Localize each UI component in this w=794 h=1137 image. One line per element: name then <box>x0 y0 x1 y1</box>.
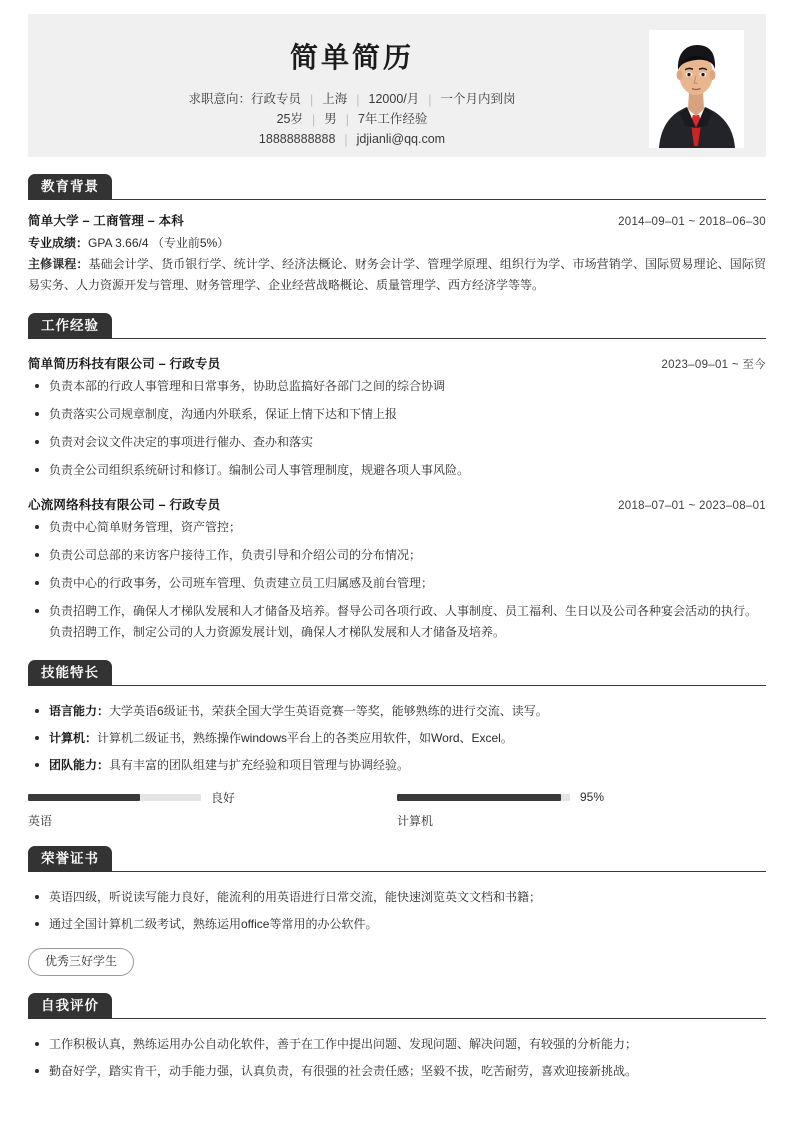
avatar <box>649 30 744 148</box>
section-tab-label: 技能特长 <box>28 660 112 686</box>
section-header-skills <box>28 660 766 686</box>
self-evaluation-list <box>28 1034 766 1082</box>
meta-row-intent <box>28 89 676 109</box>
work-date: 2018–07–01 ~ 2023–08–01 <box>618 500 766 512</box>
section-honors <box>28 846 766 976</box>
education-courses-label: 主修课程： <box>28 257 89 271</box>
progress-track <box>397 794 570 801</box>
honors-list <box>28 887 766 935</box>
section-tab-label: 自我评价 <box>28 993 112 1019</box>
section-rule <box>112 1018 766 1019</box>
progress-fill <box>28 794 140 801</box>
section-header-education <box>28 174 766 200</box>
section-tab-label: 工作经验 <box>28 313 112 339</box>
page-title: 简单简历 <box>289 42 414 73</box>
education-gpa-value: GPA 3.66/4 （专业前5%） <box>88 236 230 250</box>
section-header-honors <box>28 846 766 872</box>
skill-text: 具有丰富的团队组建与扩充经验和项目管理与协调经验。 <box>109 758 410 772</box>
list-item: 负责落实公司规章制度，沟通内外联系，保证上情下达和下情上报 <box>28 404 766 425</box>
skill-label: 计算机： <box>49 731 98 745</box>
work-company-role: 心流网络科技有限公司 – 行政专员 <box>28 498 221 512</box>
list-item: 负责中心简单财务管理，资产管控； <box>28 517 766 538</box>
meta-age: 25岁 <box>276 112 303 126</box>
job-intent-availability: 一个月内到岗 <box>440 92 516 106</box>
skills-list <box>28 701 766 776</box>
list-item: 负责对会议文件决定的事项进行催办、查办和落实 <box>28 432 766 453</box>
education-school: 简单大学 – 工商管理 – 本科 <box>28 214 184 228</box>
section-rule <box>112 871 766 872</box>
meta-email: jdjianli@qq.com <box>356 132 446 146</box>
education-date: 2014–09–01 ~ 2018–06–30 <box>618 216 766 228</box>
meta-separator: | <box>310 93 314 107</box>
list-item: 负责招聘工作，确保人才梯队发展和人才储备及培养。督导公司各项行政、人事制度、员工福利、生日以及公司各种宴会活动的执行。负责招聘工作，制定公司的人力资源发展计划，确保人才梯队发展和人才储备及培养。 <box>28 601 766 643</box>
section-rule <box>112 685 766 686</box>
skill-label: 团队能力： <box>49 758 110 772</box>
education-gpa-line <box>28 233 766 254</box>
meta-gender: 男 <box>324 112 337 126</box>
meta-row-contact <box>28 129 676 149</box>
meta-separator: | <box>356 93 360 107</box>
skill-progress-group <box>28 790 766 829</box>
job-intent-label: 求职意向： <box>188 92 251 106</box>
skill-progress-english <box>28 790 397 829</box>
section-work <box>28 313 766 643</box>
list-item: 勤奋好学，踏实肯干，动手能力强，认真负责，有很强的社会责任感；坚毅不拔，吃苦耐劳，喜欢迎接新挑战。 <box>28 1061 766 1082</box>
skill-progress-computer <box>397 790 766 829</box>
meta-row-personal <box>28 109 676 129</box>
list-item: 负责中心的行政事务，公司班车管理、负责建立员工归属感及前台管理； <box>28 573 766 594</box>
meta-separator: | <box>428 93 432 107</box>
section-rule <box>112 199 766 200</box>
section-education <box>28 174 766 296</box>
list-item: 负责公司总部的来访客户接待工作，负责引导和介绍公司的分布情况； <box>28 545 766 566</box>
list-item: 负责全公司组织系统研讨和修订。编制公司人事管理制度，规避各项人事风险。 <box>28 460 766 481</box>
progress-track <box>28 794 201 801</box>
section-tab-label: 荣誉证书 <box>28 846 112 872</box>
meta-separator: | <box>344 133 348 147</box>
job-intent-salary: 12000/月 <box>368 92 420 106</box>
resume-page <box>0 14 794 1137</box>
progress-value: 95% <box>580 790 605 804</box>
meta-phone: 18888888888 <box>258 132 336 146</box>
progress-label: 计算机 <box>397 814 434 828</box>
section-self-evaluation <box>28 993 766 1082</box>
list-item: 英语四级，听说读写能力良好，能流利的用英语进行日常交流，能快速浏览英文文档和书籍； <box>28 887 766 908</box>
section-header-self-evaluation <box>28 993 766 1019</box>
skill-label: 语言能力： <box>49 704 110 718</box>
resume-header <box>28 14 766 157</box>
status-badge: 优秀三好学生 <box>28 948 134 976</box>
work-responsibilities <box>28 517 766 643</box>
skill-text: 计算机二级证书，熟练操作windows平台上的各类应用软件，如Word、Excel。 <box>97 731 513 745</box>
honors-tag-row <box>28 948 766 976</box>
meta-separator: | <box>345 113 349 127</box>
education-entry <box>28 211 766 229</box>
job-intent-position: 行政专员 <box>250 92 301 106</box>
work-company-role: 简单简历科技有限公司 – 行政专员 <box>28 357 221 371</box>
section-header-work <box>28 313 766 339</box>
skill-text: 大学英语6级证书，荣获全国大学生英语竞赛一等奖，能够熟练的进行交流、读写。 <box>109 704 548 718</box>
meta-experience: 7年工作经验 <box>357 112 428 126</box>
progress-value: 良好 <box>211 790 236 805</box>
list-item: 通过全国计算机二级考试，熟练运用office等常用的办公软件。 <box>28 914 766 935</box>
section-rule <box>112 338 766 339</box>
education-gpa-label: 专业成绩： <box>28 236 89 250</box>
list-item: 工作积极认真，熟练运用办公自动化软件，善于在工作中提出问题、发现问题、解决问题，有较强的分析能力； <box>28 1034 766 1055</box>
section-tab-label: 教育背景 <box>28 174 112 200</box>
meta-separator: | <box>311 113 316 127</box>
section-skills <box>28 660 766 829</box>
work-entry <box>28 354 766 481</box>
job-intent-city: 上海 <box>322 92 348 106</box>
work-responsibilities <box>28 376 766 481</box>
work-entry <box>28 495 766 643</box>
list-item <box>28 701 766 722</box>
progress-label: 英语 <box>28 814 53 828</box>
work-date: 2023–09–01 ~ 至今 <box>661 359 766 371</box>
list-item: 负责本部的行政人事管理和日常事务，协助总监搞好各部门之间的综合协调 <box>28 376 766 397</box>
progress-fill <box>397 794 561 801</box>
list-item <box>28 755 766 776</box>
education-courses-value: 基础会计学、货币银行学、统计学、经济法概论、财务会计学、管理学原理、组织行为学、市场营销学、国际贸易理论、国际贸易实务、人力资源开发与管理、财务管理学、企业经营战略概论、质量管理学、西方经济学等等。 <box>28 257 766 292</box>
education-courses-line <box>28 254 766 296</box>
list-item <box>28 728 766 749</box>
